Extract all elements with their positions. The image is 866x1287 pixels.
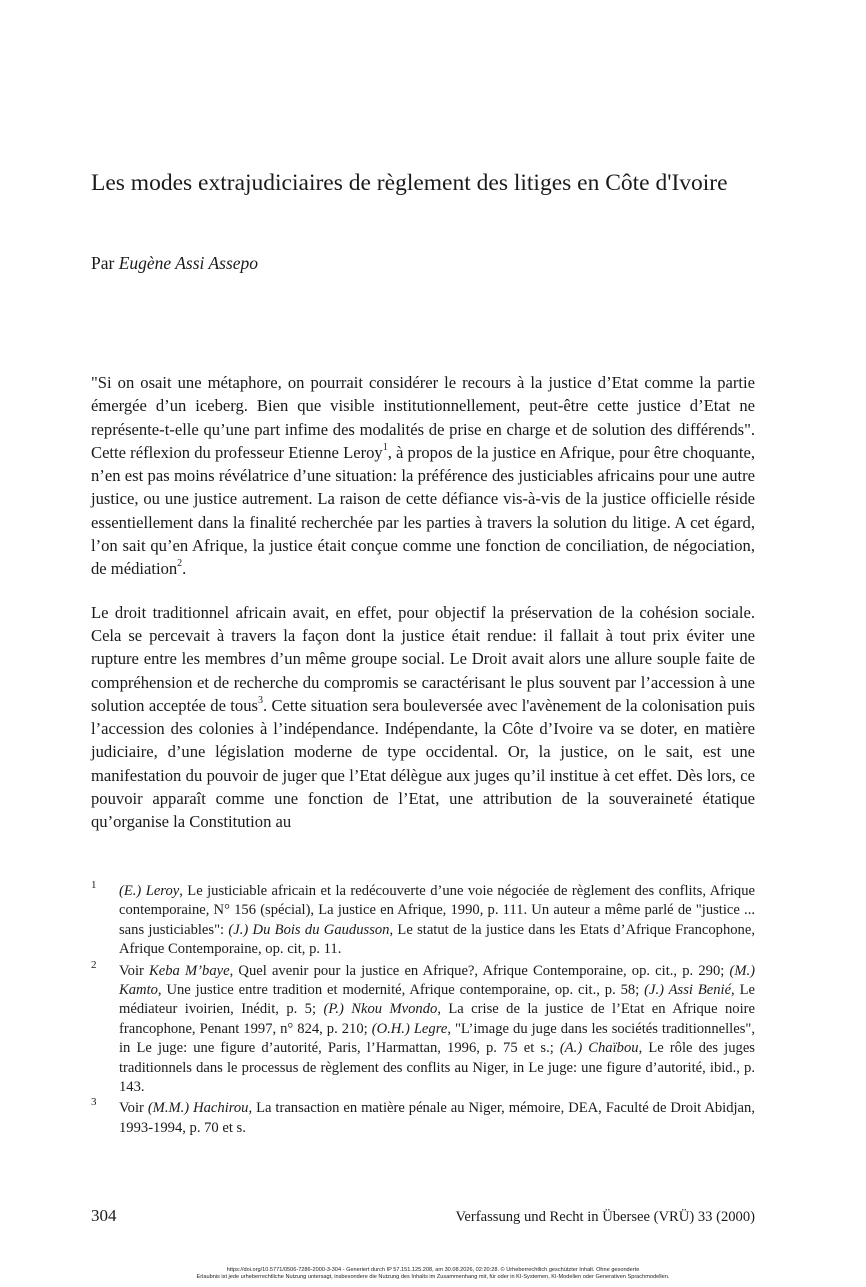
author-line [91,252,258,274]
text-run: . Cette situation sera bouleversée avec l'avènement de la colonisation puis l’accession des colonies à l’indépendance. Indépendante, la Côte d’Ivoire va se doter, en matière judiciaire, d’une législation moderne de type occidental. Or, la justice, on le sait, est une manifestation du pouvoir de juger que l’Etat délègue aux juges qu’il institue à cet effet. Dès lors, ce pouvoir apparaît comme une fonction de l’Etat, une attribution de la souveraineté étatique qu’organise la Constitution au [91,695,755,832]
text-run: , Le médiateur ivoirien, Inédit, p. 5; [119,982,755,1018]
cited-author: (J.) Du Bois du Gaudusson [228,921,390,938]
text-run: , "L’image du juge dans les sociétés traditionnelles", in Le juge: une figure d’autorité, Paris, l’Harmattan, 1996, p. 75 et s.; [119,1020,755,1057]
journal-citation: Verfassung und Recht in Übersee (VRÜ) 33 (2000) [455,1209,755,1225]
paragraph [91,601,755,834]
footnotes [91,879,755,1140]
doi-line: https://doi.org/10.5771/0506-7286-2000-3-304 - Generiert durch IP 57.151.125.208, am 30.08.2026, 02:20:28. © Urheberrechtlich geschützter Inhalt. Ohne gesonderte [226,1267,640,1273]
text-run: , Une justice entre tradition et modernité, Afrique contemporaine, op. cit., p. 58; [157,982,645,999]
text-run: , Quel avenir pour la justice en Afrique?, Afrique Contemporaine, op. cit., p. 290; [229,962,730,979]
author-name: Eugène Assi Assepo [118,253,259,273]
page-number: 304 [91,1206,117,1225]
cited-author: (M.M.) Hachirou [147,1100,249,1117]
text-run: , Le rôle des juges traditionnels dans le processus de règlement des conflits au Niger, in Le juge: une figure d’autorité, ibid., p. 143. [119,1040,755,1096]
text-run: Le droit traditionnel africain avait, en effet, pour objectif la préservation de la cohésion sociale. Cela se percevait à travers la façon dont la justice était rendue: il fallait à tout prix éviter une rupture entre les membres d’un même groupe social. Le Droit avait alors une allure souple faite de compréhension et de recherche du compromis se caractérisant le plus souvent par l’accession à une solution acceptée de tous [91,602,755,715]
footnote-number: 3 [91,1096,97,1109]
footnote-text [119,882,755,960]
footnote-text [119,1099,755,1138]
text-run: Voir [119,962,150,979]
footnote-reference: 2 [177,558,183,570]
doi-notice [0,1267,866,1281]
cited-author: (O.H.) Legre [371,1020,448,1037]
footnote [91,958,755,1098]
text-run: Voir [119,1100,148,1117]
text-run: , La crise de la justice de l’Etat en Afrique noire francophone, Penant 1997, n° 824, p. 210; [119,1001,755,1037]
text-run: , à propos de la justice en Afrique, pour être choquante, n’en est pas moins révélatrice d’une situation: la préférence des justiciables africains pour une autre justice, ou une justice autrement. La raison de cette défiance vis-à-vis de la justice officielle réside essentiellement dans la finalité recherchée par les parties à travers la solution du litige. A cet égard, l’on sait qu’en Afrique, la justice était conçue comme une fonction de conciliation, de négociation, de médiation [91,442,755,579]
cited-author: (A.) Chaïbou [559,1040,639,1057]
paragraph [91,371,755,581]
cited-author: (J.) Assi Benié [644,982,732,999]
author-prefix: Par [91,253,119,273]
article-title: Les modes extrajudiciaires de règlement des litiges en Côte d'Ivoire [91,170,728,196]
footnote-reference: 3 [257,694,263,706]
footnote-reference: 1 [382,441,388,453]
cited-author: (P.) Nkou Mvondo [323,1001,438,1018]
cited-author: (E.) Leroy [119,883,180,899]
copyright-line: Erlaubnis ist jede urheberrechtliche Nutzung untersagt, insbesondere die Nutzung des Inhalts im Zusammenhang mit, für oder in KI-Systemen, KI-Modellen oder Generativen Sprachmodellen. [196,1274,670,1280]
footnote-text [119,962,755,1098]
article-body [91,371,755,854]
footnote [91,879,755,960]
footnote-number: 1 [91,879,97,891]
cited-author: Keba M’baye [149,962,230,979]
text-run: , Le statut de la justice dans les Etats d’Afrique Francophone, Afrique Contemporaine, op. cit, p. 11. [119,921,755,958]
page-footer [91,1206,755,1226]
footnote-number: 2 [91,958,97,971]
text-run: . [182,559,187,579]
text-run: , Le justiciable africain et la redécouverte d’une voie négociée de règlement des conflits, Afrique contemporaine, N° 156 (spécial), La justice en Afrique, 1990, p. 111. Un auteur a même parlé de "justice ... sans justiciables": [119,883,755,938]
footnote [91,1096,755,1138]
cited-author: (M.) Kamto [119,962,755,999]
text-run: , La transaction en matière pénale au Niger, mémoire, DEA, Faculté de Droit Abidjan, 1993-1994, p. 70 et s. [119,1100,755,1136]
text-run: "Si on osait une métaphore, on pourrait considérer le recours à la justice d’Etat comme la partie émergée d’un iceberg. Bien que visible institutionnellement, peut-être cette justice d’Etat ne représente-t-elle qu’une part infime des modalités de prise en charge et de solution des différends". Cette réflexion du professeur Etienne Leroy [91,373,755,462]
